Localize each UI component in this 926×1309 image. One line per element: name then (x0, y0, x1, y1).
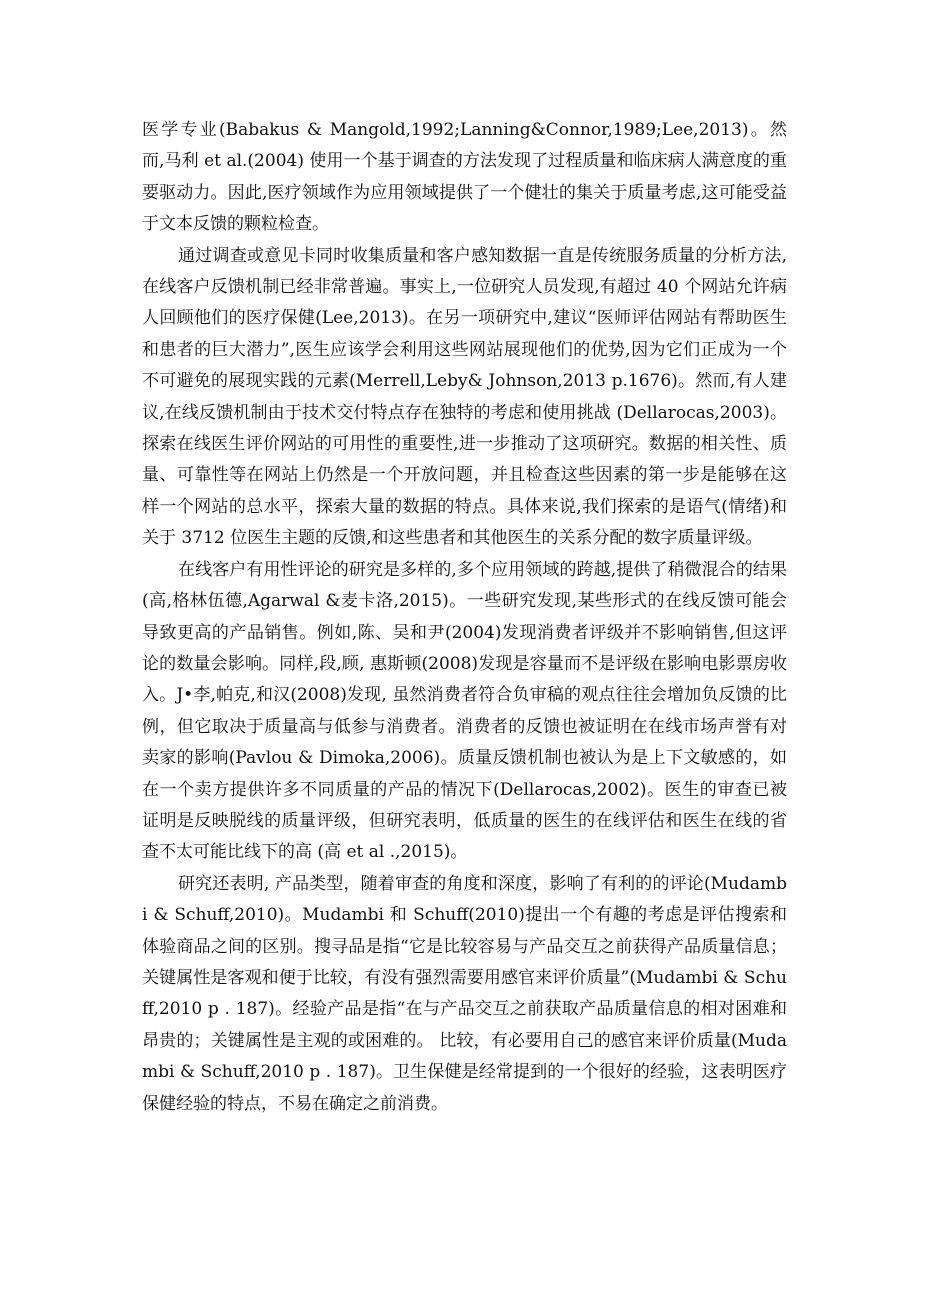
paragraph-3: 在线客户有用性评论的研究是多样的,多个应用领域的跨越,提供了稍微混合的结果(高,格林伍德,Agarwal &麦卡洛,2015)。一些研究发现,某些形式的在线反馈可能会导致更高的产品销售。例如,陈、吴和尹(2004)发现消费者评级并不影响销售,但这评论的数量会影响。同样,段,顾, 惠斯顿(2008)发现是容量而不是评级在影响电影票房收入。J•李,帕克,和汉(2008)发现, 虽然消费者符合负审稿的观点往往会增加负反馈的比例，但它取决于质量高与低参与消费者。消费者的反馈也被证明在在线市场声誉有对卖家的影响(Pavlou & Dimoka,2006)。质量反馈机制也被认为是上下文敏感的，如在一个卖方提供许多不同质量的产品的情况下(Dellarocas,2002)。医生的审查已被证明是反映脱线的质量评级，但研究表明，低质量的医生的在线评估和医生在线的省查不太可能比线下的高 (高 et al .,2015)。 (142, 559, 787, 863)
paragraph-2: 通过调查或意见卡同时收集质量和客户感知数据一直是传统服务质量的分析方法,在线客户反馈机制已经非常普遍。事实上,一位研究人员发现,有超过 40 个网站允许病人回顾他们的医疗保健(Lee,2013)。在另一项研究中,建议“医师评估网站有帮助医生和患者的巨大潜力”,医生应该学会利用这些网站展现他们的优势,因为它们正成为一个不可避免的展现实践的元素(Merrell,Leby& Johnson,2013 p.1676)。然而,有人建议,在线反馈机制由于技术交付特点存在独特的考虑和使用挑战 (Dellarocas,2003)。探索在线医生评价网站的可用性的重要性,进一步推动了这项研究。数据的相关性、质量、可靠性等在网站上仍然是一个开放问题，并且检查这些因素的第一步是能够在这样一个网站的总水平，探索大量的数据的特点。具体来说,我们探索的是语气(情绪)和关于 3712 位医生主题的反馈,和这些患者和其他医生的关系分配的数字质量评级。 (142, 245, 787, 549)
document-body (142, 115, 787, 1120)
paragraph-4: 研究还表明, 产品类型，随着审查的角度和深度，影响了有利的的评论(Mudambi & Schuff,2010)。Mudambi 和 Schuff(2010)提出一个有趣的考虑是评估搜索和体验商品之间的区别。搜寻品是指“它是比较容易与产品交互之前获得产品质量信息；关键属性是客观和便于比较，有没有强烈需要用感官来评价质量”(Mudambi & Schuff,2010 p . 187)。经验产品是指“在与产品交互之前获取产品质量信息的相对困难和昂贵的；关键属性是主观的或困难的。 比较，有必要用自己的感官来评价质量(Mudambi & Schuff,2010 p . 187)。卫生保健是经常提到的一个很好的经验，这表明医疗保健经验的特点，不易在确定之前消费。 (142, 873, 787, 1114)
paragraph-1: 医学专业(Babakus & Mangold,1992;Lanning&Connor,1989;Lee,2013)。然而,马利 et al.(2004) 使用一个基于调查的方法发现了过程质量和临床病人满意度的重要驱动力。因此,医疗领域作为应用领域提供了一个健壮的集关于质量考虑,这可能受益于文本反馈的颗粒检查。 (142, 120, 787, 235)
